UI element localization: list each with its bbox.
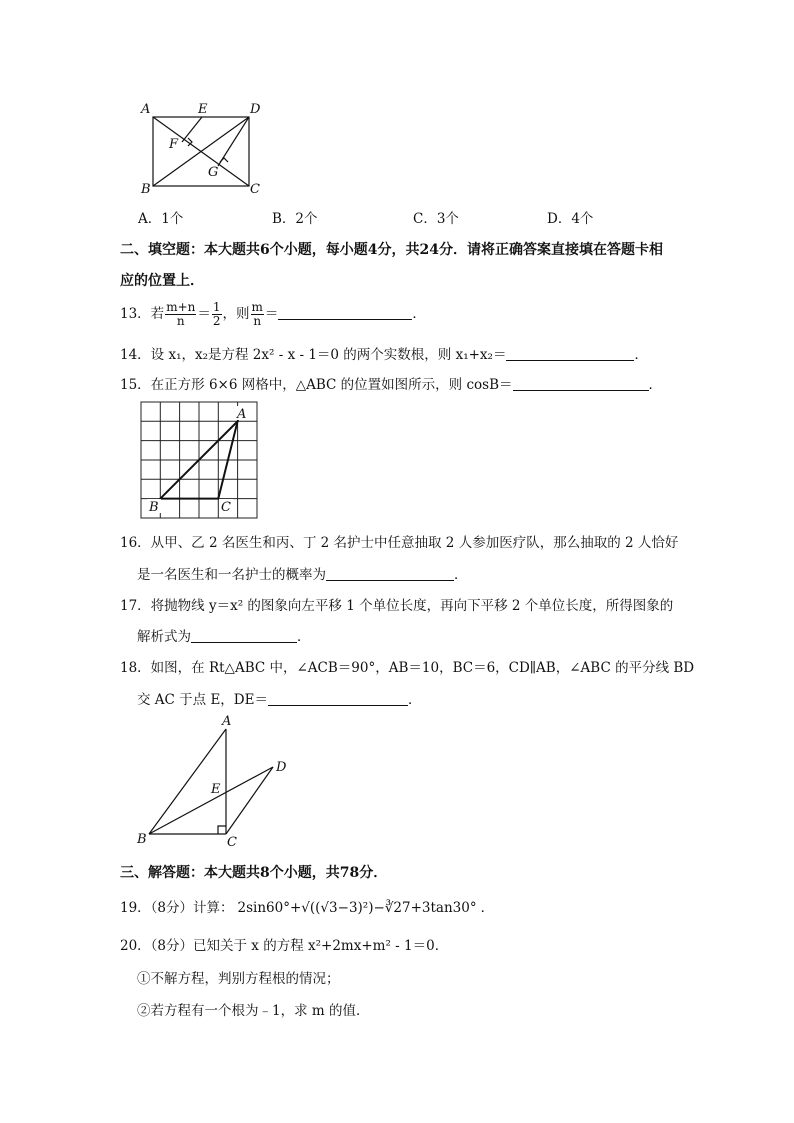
question-14: 14．设 x₁，x₂是方程 2x² - x - 1＝0 的两个实数根，则 x₁+x₂＝ ． — [120, 347, 648, 363]
option-a: A．1个 — [138, 211, 184, 227]
label-e: E — [211, 782, 221, 797]
label-c: C — [250, 182, 260, 197]
question-18-line2: 交 AC 于点 E，DE＝ ． — [137, 692, 422, 708]
right-angle-g — [220, 158, 228, 162]
label-c: C — [227, 835, 237, 848]
question-16-line2: 是一名医生和一名护士的概率为 ． — [137, 567, 468, 583]
label-b: B — [137, 832, 147, 847]
answer-blank-17 — [191, 628, 297, 643]
question-20-item2: ②若方程有一个根为﹣1，求 m 的值． — [137, 1003, 370, 1019]
right-angle-c — [218, 826, 226, 834]
question-20-line1: 20．（8分）已知关于 x 的方程 x²+2mx+m² - 1＝0． — [120, 938, 449, 954]
label-b: B — [141, 182, 151, 197]
question-15: 15．在正方形 6×6 网格中，△ABC 的位置如图所示，则 cosB＝ ． — [120, 377, 663, 393]
section2-heading-line2: 应的位置上． — [120, 273, 204, 289]
section3-heading: 三、解答题：本大题共8个小题，共78分． — [120, 865, 388, 881]
question-13: 13．若 $\frac{m+n}{n}$ ＝ $\frac{1}{2}$ ，则 $\frac{m}{n}$ ＝ ． — [120, 300, 426, 328]
label-a: A — [222, 714, 232, 729]
answer-blank-14 — [506, 346, 634, 361]
figure-right-triangle-bd — [132, 712, 298, 848]
option-b: B．2个 — [272, 211, 318, 227]
expression-19: 2sin60°+√((√3−3)²)−∛27+3tan30° — [237, 900, 477, 916]
section2-heading-line1: 二、填空题：本大题共6个小题，每小题4分，共24分．请将正确答案直接填在答题卡相 — [120, 242, 663, 258]
answer-blank-16 — [326, 566, 454, 581]
question-17-line1: 17．将抛物线 y＝x² 的图象向左平移 1 个单位长度，再向下平移 2 个单位长度，所得图象的 — [120, 598, 674, 614]
label-d: D — [250, 102, 261, 117]
label-e: E — [198, 102, 208, 117]
segment-cd — [226, 767, 273, 834]
question-18-line1: 18．如图，在 Rt△ABC 中，∠ACB＝90°，AB＝10，BC＝6，CD∥AB，∠ABC 的平分线 BD — [120, 660, 695, 676]
figure-grid-triangle — [140, 401, 260, 521]
answer-blank-15 — [513, 376, 649, 391]
label-d: D — [276, 760, 287, 775]
answer-blank-18 — [268, 691, 408, 706]
label-b: B — [149, 500, 159, 515]
question-19: 19．（8分）计算： 2sin60°+√((√3−3)²)−∛27+3tan30° ． — [120, 900, 495, 916]
figure-rectangle-abcd — [138, 96, 270, 198]
option-c: C．3个 — [413, 211, 459, 227]
segment-bd — [149, 767, 273, 834]
question-16-line1: 16．从甲、乙 2 名医生和丙、丁 2 名护士中任意抽取 2 人参加医疗队，那么抽取的 2 人恰好 — [120, 535, 679, 551]
segment-ef — [182, 117, 202, 142]
option-d: D．4个 — [547, 211, 594, 227]
label-g: G — [208, 165, 219, 180]
label-a: A — [141, 102, 151, 117]
answer-blank-13 — [278, 305, 412, 320]
label-a: A — [237, 407, 247, 422]
label-f: F — [169, 137, 179, 152]
question-20-item1: ①不解方程，判别方程根的情况； — [137, 971, 340, 987]
question-17-line2: 解析式为 ． — [137, 629, 311, 645]
label-c: C — [221, 500, 231, 515]
